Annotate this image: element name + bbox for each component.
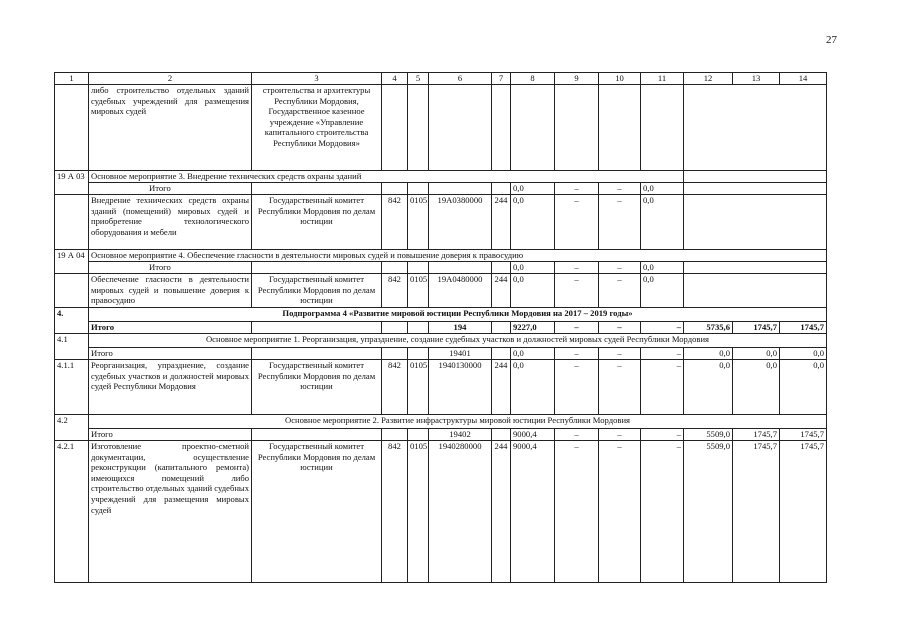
section-title: Основное мероприятие 3. Внедрение технических средств охраны зданий [89,171,684,183]
cell: 0,0 [780,360,827,415]
cell: 842 [382,195,408,250]
cell: 244 [492,360,511,415]
cell: – [555,183,599,195]
cell: 1745,7 [733,429,780,441]
cell: 0,0 [511,274,555,308]
cell: – [641,360,684,415]
itogo-label: Итого [89,183,252,195]
col-header: 3 [252,73,382,85]
cell: – [599,322,641,334]
col-header: 6 [429,73,492,85]
cell: – [555,274,599,308]
cell: – [555,429,599,441]
table-row [55,195,827,250]
cell: 194 [429,322,492,334]
executor-text: Государственный комитет Республики Мордовия по делам юстиции [252,274,382,308]
section-title-row [55,415,827,429]
itogo-row [55,183,827,195]
itogo-row [55,262,827,274]
cell: – [641,348,684,360]
cell: – [599,441,641,583]
col-header: 5 [408,73,429,85]
cell: 5509,0 [684,429,733,441]
header-row [55,73,827,85]
measure-text: Внедрение технических средств охраны зданий (помещений) мировых судей и приобретение технологического оборудования и мебели [89,195,252,250]
col-header: 8 [511,73,555,85]
cell: 1745,7 [780,322,827,334]
cell: 0,0 [780,348,827,360]
row-number: 19 А 04 [55,250,89,274]
cell: 1745,7 [733,322,780,334]
cell: – [599,262,641,274]
measure-text: либо строительство отдельных зданий судебных учреждений для размещения мировых судей [89,85,252,171]
cell: 9227,0 [511,322,555,334]
executor-text: Государственный комитет Республики Мордовия по делам юстиции [252,360,382,415]
cell: – [641,429,684,441]
row-number: 4. [55,308,89,334]
cell: – [641,322,684,334]
measure-text: Реорганизация, упразднение, создание судебных участков и должностей мировых судей Республики Мордовия [89,360,252,415]
cell: – [599,348,641,360]
col-header: 7 [492,73,511,85]
cell: 19402 [429,429,492,441]
subprogram-title-row [55,308,827,322]
cell: 0,0 [511,360,555,415]
row-number: 4.1.1 [55,360,89,415]
cell: 842 [382,441,408,583]
col-header: 10 [599,73,641,85]
cell: 0,0 [641,262,684,274]
cell: – [555,360,599,415]
cell: 244 [492,195,511,250]
section-title-row [55,171,827,183]
program-table [54,72,827,583]
cell: 0,0 [511,348,555,360]
section-title: Основное мероприятие 4. Обеспечение гласности в деятельности мировых судей и повышение доверия к правосудию [89,250,827,262]
cell: 0,0 [641,195,684,250]
cell: 9000,4 [511,429,555,441]
measure-text: Изготовление проектно-сметной документации, осуществление реконструкции (капитального ремонта) имеющихся помещений либо строительство отдельных зданий судебных учреждений для размещения мировых судей [89,441,252,583]
cell: 0,0 [684,348,733,360]
cell: 0,0 [511,183,555,195]
cell: – [555,322,599,334]
table-row [55,360,827,415]
subprogram-title: Подпрограмма 4 «Развитие мировой юстиции Республики Мордовия на 2017 – 2019 годы» [89,308,827,322]
cell: 842 [382,274,408,308]
col-header: 14 [780,73,827,85]
cell: 1745,7 [733,441,780,583]
col-header: 13 [733,73,780,85]
table-row [55,441,827,583]
section-title: Основное мероприятие 1. Реорганизация, упразднение, создание судебных участков и должностей мировых судей Республики Мордовия [89,334,827,348]
cell: 1745,7 [780,429,827,441]
cell: – [599,429,641,441]
cell: 0105 [408,195,429,250]
itogo-label: Итого [89,322,252,334]
col-header: 1 [55,73,89,85]
cell: 19А0480000 [429,274,492,308]
col-header: 9 [555,73,599,85]
cell: 244 [492,441,511,583]
cell: 0,0 [511,262,555,274]
executor-text: Государственный комитет Республики Мордовия по делам юстиции [252,195,382,250]
col-header: 12 [684,73,733,85]
itogo-row [55,322,827,334]
cell: 1745,7 [780,441,827,583]
cell: – [641,441,684,583]
col-header: 11 [641,73,684,85]
cell: – [555,348,599,360]
measure-text: Обеспечение гласности в деятельности мировых судей и повышение доверия к правосудию [89,274,252,308]
cell: 0,0 [511,195,555,250]
table-row [55,85,827,171]
cell: 1940280000 [429,441,492,583]
col-header: 4 [382,73,408,85]
cell: 9000,4 [511,441,555,583]
cell: 842 [382,360,408,415]
itogo-label: Итого [89,262,252,274]
cell: – [599,195,641,250]
cell: 0,0 [733,360,780,415]
row-number: 19 А 03 [55,171,89,195]
section-title-row [55,334,827,348]
cell: 244 [492,274,511,308]
cell: 0,0 [641,183,684,195]
executor-text: Государственный комитет Республики Мордовия по делам юстиции [252,441,382,583]
cell: 19401 [429,348,492,360]
cell: 0105 [408,360,429,415]
itogo-label: Итого [89,348,252,360]
cell: 19А0380000 [429,195,492,250]
table-row [55,274,827,308]
cell: 1940130000 [429,360,492,415]
cell: – [555,441,599,583]
cell: 0105 [408,274,429,308]
cell: 5509,0 [684,441,733,583]
cell: 0,0 [733,348,780,360]
itogo-row [55,348,827,360]
itogo-label: Итого [89,429,252,441]
cell: – [599,183,641,195]
section-title: Основное мероприятие 2. Развитие инфраструктуры мировой юстиции Республики Мордовия [89,415,827,429]
cell: – [599,274,641,308]
row-number: 4.1 [55,334,89,360]
cell: 0105 [408,441,429,583]
cell: – [555,262,599,274]
col-header: 2 [89,73,252,85]
page-number: 27 [826,34,837,46]
row-number: 4.2 [55,415,89,441]
section-title-row [55,250,827,262]
itogo-row [55,429,827,441]
cell: – [599,360,641,415]
cell: 0,0 [641,274,684,308]
cell: 0,0 [684,360,733,415]
cell: – [555,195,599,250]
row-number: 4.2.1 [55,441,89,583]
executor-text: строительства и архитектуры Республики Мордовия, Государственное казенное учреждение «Управление капитального строительства Республики Мордовия» [252,85,382,171]
cell: 5735,6 [684,322,733,334]
